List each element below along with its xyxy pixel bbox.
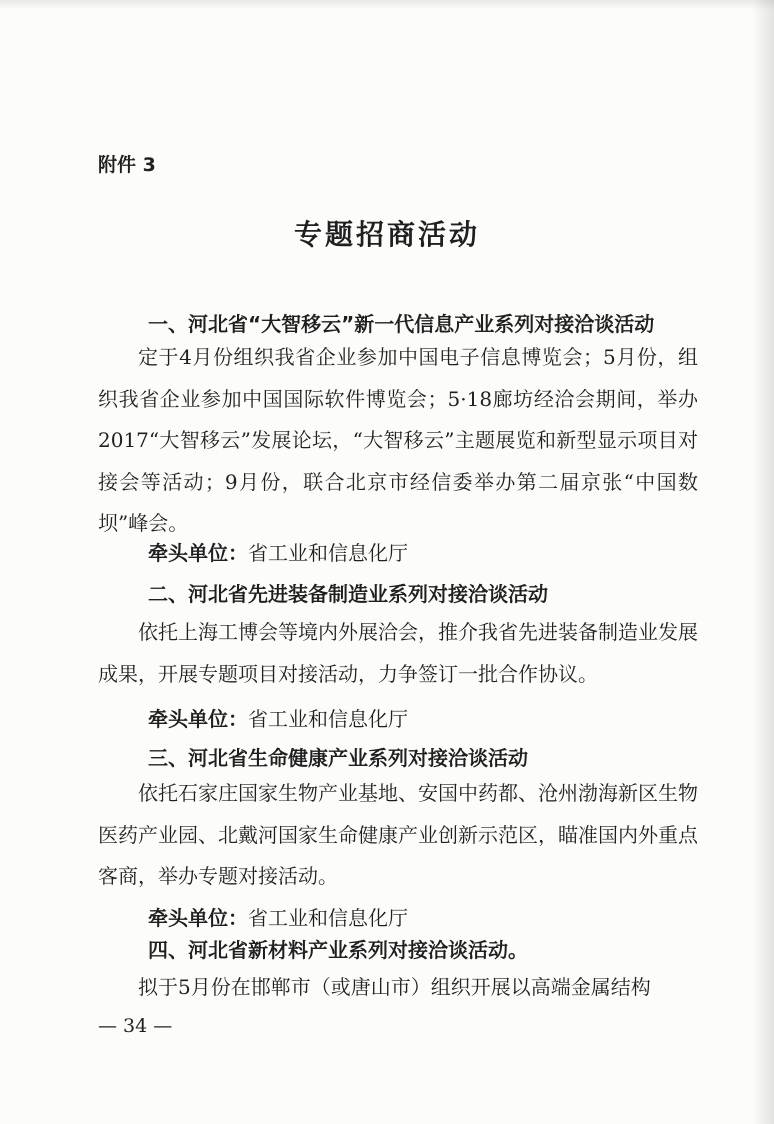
- section-4-body: 拟于5月份在邯郸市（或唐山市）组织开展以高端金属结构: [138, 975, 651, 999]
- section-1-lead-unit: [148, 537, 408, 566]
- lead-unit-value: 省工业和信息化厅: [248, 906, 408, 930]
- section-2-heading: 二、河北省先进装备制造业系列对接洽谈活动: [148, 582, 548, 606]
- section-4-heading: 四、河北省新材料产业系列对接洽谈活动。: [148, 938, 528, 962]
- lead-unit-value: 省工业和信息化厅: [248, 707, 408, 731]
- section-3-lead-unit: [148, 902, 408, 931]
- section-1-heading: 一、河北省“大智移云”新一代信息产业系列对接洽谈活动: [148, 312, 655, 336]
- lead-unit-label: 牵头单位：: [148, 541, 248, 565]
- page-number: — 34 —: [98, 1015, 173, 1037]
- scan-edge-shadow: [752, 0, 774, 1124]
- section-3-body: 依托石家庄国家生物产业基地、安国中药都、沧州渤海新区生物医药产业园、北戴河国家生命健康产业创新示范区，瞄准国内外重点客商，举办专题对接活动。: [98, 781, 698, 888]
- lead-unit-label: 牵头单位：: [148, 707, 248, 731]
- attachment-label: 附件 3: [98, 154, 156, 176]
- scan-top-shadow: [0, 0, 774, 10]
- section-3-heading: 三、河北省生命健康产业系列对接洽谈活动: [148, 746, 528, 770]
- lead-unit-label: 牵头单位：: [148, 906, 248, 930]
- section-1-body: 定于4月份组织我省企业参加中国电子信息博览会；5月份，组织我省企业参加中国国际软件博览会；5·18廊坊经洽会期间，举办 2017“大智移云”发展论坛，“大智移云”主题展览和新型显示项目对接会等活动；9月份，联合北京市经信委举办第二届京张“中国数坝”峰会。: [98, 345, 698, 535]
- lead-unit-value: 省工业和信息化厅: [248, 541, 408, 565]
- section-2-body: 依托上海工博会等境内外展洽会，推介我省先进装备制造业发展成果，开展专题项目对接活动，力争签订一批合作协议。: [98, 620, 698, 686]
- page-title: 专题招商活动: [293, 218, 480, 251]
- section-2-lead-unit: [148, 703, 408, 732]
